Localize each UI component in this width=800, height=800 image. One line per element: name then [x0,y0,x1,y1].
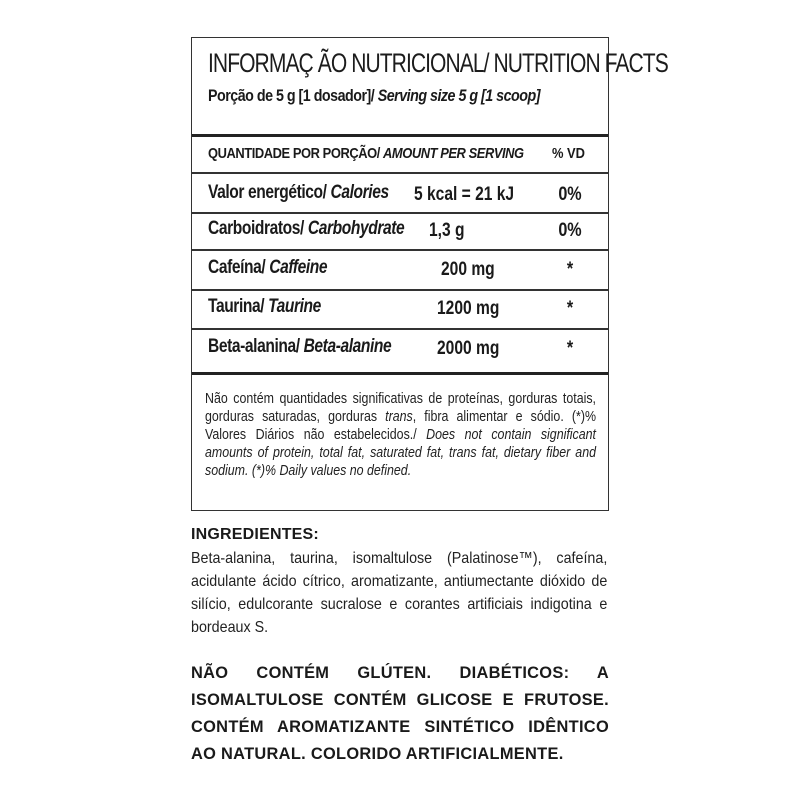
nutrient-row-caffeine [192,249,608,289]
serving-size [208,86,540,106]
nutrition-footnote: Não contém quantidades significativas de proteínas, gorduras totais, gorduras saturadas, gorduras trans, fibra alimentar e sódio. (*)% Valores Diários não estabelecidos./ Does not contain significant amounts of protein, total fat, saturated fat, trans fat, dietary fiber and sodium. (*)% Daily values no defined. [205,391,596,479]
serving-size-en: Serving size 5 g [1 scoop] [377,86,540,105]
nutrient-row-calories [192,174,608,214]
nutrient-name: Cafeína/ Caffeine [208,257,328,278]
serving-size-pt: Porção de 5 g [1 dosador]/ [208,86,378,105]
nutrient-amount: 2000 mg [437,338,500,359]
nutrient-name: Valor energético/ Calories [208,182,389,203]
nutrient-amount: 1200 mg [437,298,500,319]
nutrient-dv: * [566,338,574,359]
nutrition-facts-label [191,37,668,511]
column-header-row [192,136,608,172]
nutrient-dv: * [566,298,574,319]
ingredients-text: Beta-alanina, taurina, isomaltulose (Palatinose™), cafeína, acidulante ácido cítrico, aromatizante, antiumectante dióxido de silício, edulcorante sucralose e corantes artificiais indigotina e bordeaux S. [191,550,608,636]
nutrient-amount: 1,3 g [429,220,465,241]
nutrient-name: Beta-alanina/ Beta-alanine [208,336,392,357]
allergen-warning [191,660,609,768]
daily-value-header: % VD [552,145,585,162]
nutrient-dv: * [566,259,574,280]
warning-main: NÃO CONTÉM GLÚTEN. DIABÉTICOS: A ISOMALTULOSE CONTÉM GLICOSE E FRUTOSE. CONTÉM AROMATIZANTE SINTÉTICO IDÊNTICO [191,664,609,736]
nutrient-dv: 0% [558,184,582,205]
nutrient-amount: 200 mg [441,259,495,280]
warning-last-line: AO NATURAL. COLORIDO ARTIFICIALMENTE. [191,745,564,763]
nutrient-row-beta-alanine [192,328,608,368]
amount-per-serving-header: QUANTIDADE POR PORÇÃO/ AMOUNT PER SERVING [208,145,524,162]
nutrition-title: INFORMAÇ ÃO NUTRICIONAL/ NUTRITION FACTS [208,48,668,78]
nutrient-dv: 0% [558,220,582,241]
nutrient-row-taurine [192,288,608,328]
nutrient-name: Taurina/ Taurine [208,296,321,317]
nutrient-amount: 5 kcal = 21 kJ [414,184,515,205]
footnote-divider [192,372,608,375]
nutrient-row-carbohydrate [192,210,608,250]
ingredients-title: INGREDIENTES: [191,526,319,543]
nutrient-name: Carboidratos/ Carbohydrate [208,218,405,239]
